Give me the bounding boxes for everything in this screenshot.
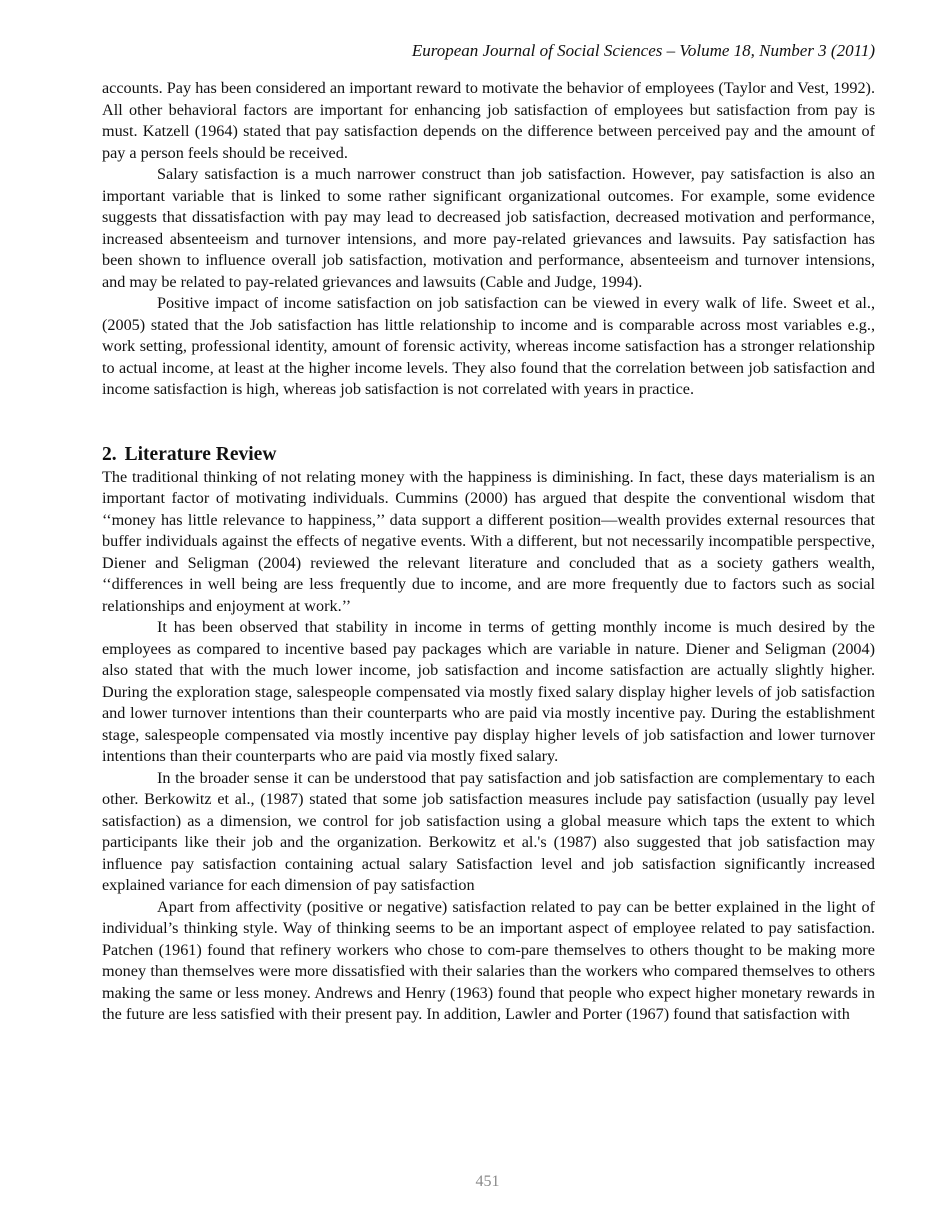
intro-paragraph-2: Salary satisfaction is a much narrower construct than job satisfaction. However, pay satisfaction is also an important variable that is linked to some rather significant organizational outcomes. For example, some evidence suggests that dissatisfaction with pay may lead to decreased job satisfaction, decreased motivation and performance, increased absenteeism and turnover intensions, and more pay-related grievances and lawsuits. Pay satisfaction has been shown to influence overall job satisfaction, motivation and performance, absenteeism and turnover intensions, and may be related to pay-related grievances and lawsuits (Cable and Judge, 1994). [102, 165, 875, 291]
section-number: 2. [102, 443, 117, 465]
literature-paragraph-4: Apart from affectivity (positive or negative) satisfaction related to pay can be better explained in the light of individual’s thinking style. Way of thinking seems to be an important aspect of employee related to pay satisfaction. Patchen (1961) found that refinery workers who chose to com-pare themselves to others thought to be making more money than themselves were more dissatisfied with their salaries than the workers who compared themselves to others making the same or less money. Andrews and Henry (1963) found that people who expect higher monetary rewards in the future are less satisfied with their present pay. In addition, Lawler and Porter (1967) found that satisfaction with [102, 897, 875, 1023]
literature-paragraph-2: It has been observed that stability in income in terms of getting monthly income is much desired by the employees as compared to incentive based pay packages which are variable in nature. Diener and Seligman (2004) also stated that with the much lower income, job satisfaction and income satisfaction are actually slightly higher. During the exploration stage, salespeople compensated via mostly fixed salary display higher levels of job satisfaction and lower turnover intentions than their counterparts who are paid via mostly incentive pay. During the establishment stage, salespeople compensated via mostly incentive pay display higher levels of job satisfaction and lower turnover intentions than their counterparts who are paid via mostly fixed salary. [102, 618, 875, 765]
running-header: European Journal of Social Sciences – Volume 18, Number 3 (2011) [411, 41, 875, 60]
intro-paragraph-1: accounts. Pay has been considered an important reward to motivate the behavior of employees (Taylor and Vest, 1992). All other behavioral factors are important for enhancing job satisfaction of employees but satisfaction from pay is must. Katzell (1964) stated that pay satisfaction depends on the difference between perceived pay and the amount of pay a person feels should be received. [102, 79, 875, 162]
literature-paragraph-1: The traditional thinking of not relating money with the happiness is diminishing. In fact, these days materialism is an important factor of motivating individuals. Cummins (2000) has argued that despite the conventional wisdom that ‘‘money has little relevance to happiness,’’ data support a different position—wealth provides external resources that buffer individuals against the effects of negative events. With a different, but not necessarily incompatible perspective, Diener and Seligman (2004) reviewed the relevant literature and concluded that as a society gathers wealth, ‘‘differences in well being are less frequently due to income, and are more frequently due to factors such as social relationships and enjoyment at work.’’ [102, 467, 875, 615]
literature-paragraph-3: In the broader sense it can be understood that pay satisfaction and job satisfaction are complementary to each other. Berkowitz et al., (1987) stated that some job satisfaction measures include pay satisfaction (usually pay level satisfaction) as a dimension, we control for job satisfaction using a global measure which taps the extent to which participants like their job and the organization. Berkowitz et al.'s (1987) also suggested that job satisfaction may influence pay satisfaction containing actual salary Satisfaction level and job satisfaction significantly increased explained variance for each dimension of pay satisfaction [102, 768, 875, 894]
section-heading [102, 443, 875, 467]
intro-paragraph-3: Positive impact of income satisfaction on job satisfaction can be viewed in every walk of life. Sweet et al., (2005) stated that the Job satisfaction has little relationship to income and is comparable across most variables e.g., work setting, professional identity, amount of forensic activity, whereas income satisfaction has a stronger relationship to actual income, at least at the higher income levels. They also found that the correlation between job satisfaction and income satisfaction is high, whereas job satisfaction is not correlated with years in practice. [102, 294, 875, 398]
page-number: 451 [475, 1173, 500, 1190]
body-text [102, 78, 875, 1026]
section-title: Literature Review [124, 443, 277, 465]
